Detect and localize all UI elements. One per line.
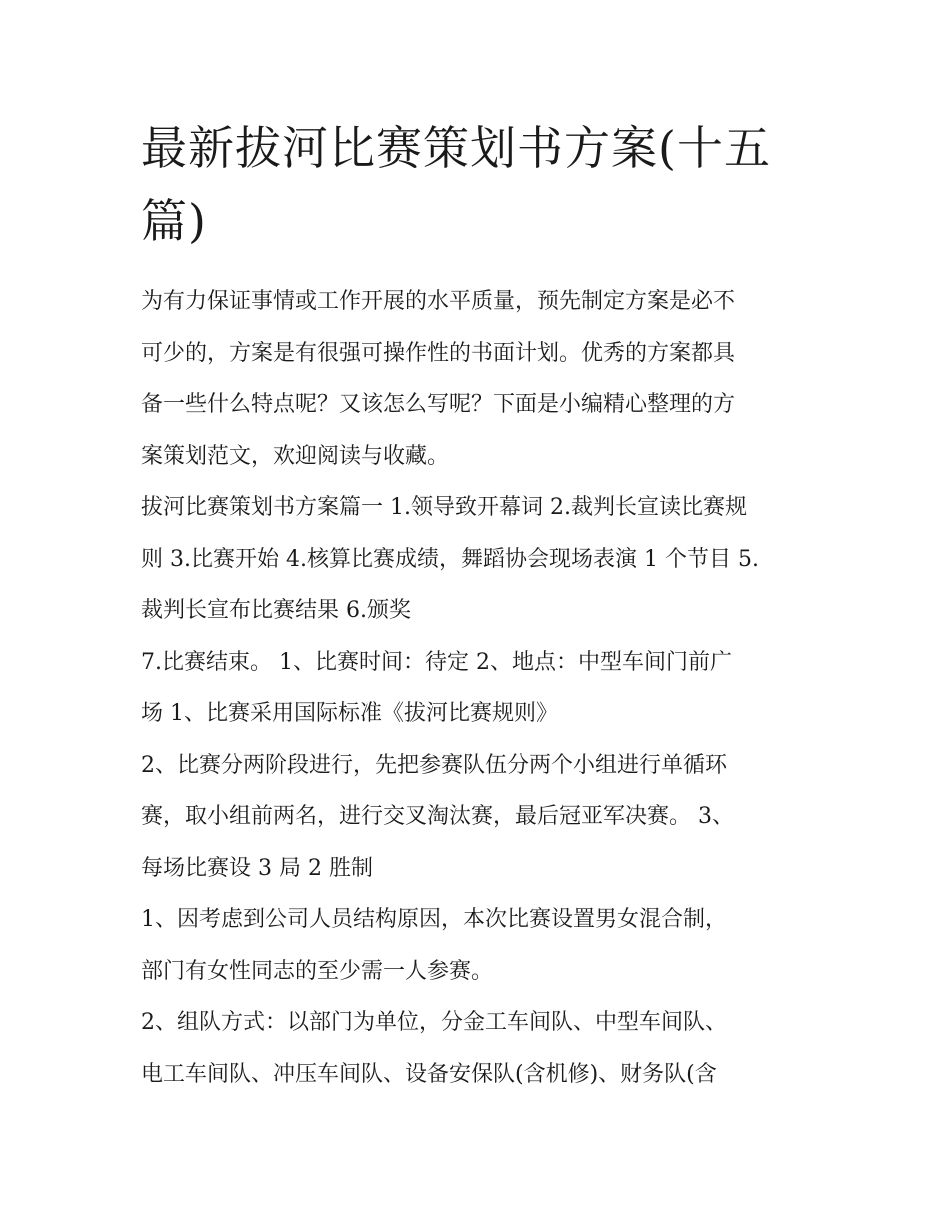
paragraph-line: 为有力保证事情或工作开展的水平质量，预先制定方案是必不	[141, 289, 736, 314]
document-title	[141, 112, 817, 258]
paragraph	[141, 740, 817, 895]
paragraph	[141, 894, 817, 997]
paragraph-line: 2、比赛分两阶段进行，先把参赛队伍分两个小组进行单循环	[141, 752, 727, 778]
paragraph	[141, 997, 817, 1100]
document-page	[141, 112, 817, 1100]
paragraph-line: 场 1、比赛采用国际标准《拔河比赛规则》	[141, 701, 558, 726]
paragraph-line: 7.比赛结束。 1、比赛时间：待定 2、地点：中型车间门前广	[141, 649, 732, 675]
paragraph-line: 备一些什么特点呢？又该怎么写呢？下面是小编精心整理的方	[141, 392, 736, 417]
paragraph-line: 1、因考虑到公司人员结构原因，本次比赛设置男女混合制，	[141, 907, 727, 932]
title-line-2: 篇)	[141, 194, 207, 248]
paragraph-line: 可少的，方案是有很强可操作性的书面计划。优秀的方案都具	[141, 340, 736, 366]
paragraph-line: 每场比赛设 3 局 2 胜制	[141, 855, 373, 881]
paragraph-line: 电工车间队、冲压车间队、设备安保队(含机修)、财务队(含	[141, 1061, 717, 1087]
paragraph-line: 赛，取小组前两名，进行交叉淘汰赛，最后冠亚军决赛。 3、	[141, 804, 734, 829]
paragraph-line: 拔河比赛策划书方案篇一 1.领导致开幕词 2.裁判长宣读比赛规	[141, 495, 747, 520]
paragraph-line: 则 3.比赛开始 4.核算比赛成绩，舞蹈协会现场表演 1 个节目 5.	[141, 546, 759, 572]
paragraph	[141, 482, 817, 637]
document-body	[141, 276, 817, 1100]
paragraph-line: 裁判长宣布比赛结果 6.颁奖	[141, 598, 411, 623]
paragraph-line: 2、组队方式：以部门为单位，分金工车间队、中型车间队、	[141, 1010, 727, 1035]
title-line-1: 最新拔河比赛策划书方案(十五	[141, 121, 771, 175]
paragraph-line: 案策划范文，欢迎阅读与收藏。	[141, 443, 450, 469]
paragraph	[141, 276, 817, 482]
paragraph	[141, 637, 817, 740]
paragraph-line: 部门有女性同志的至少需一人参赛。	[141, 958, 494, 984]
